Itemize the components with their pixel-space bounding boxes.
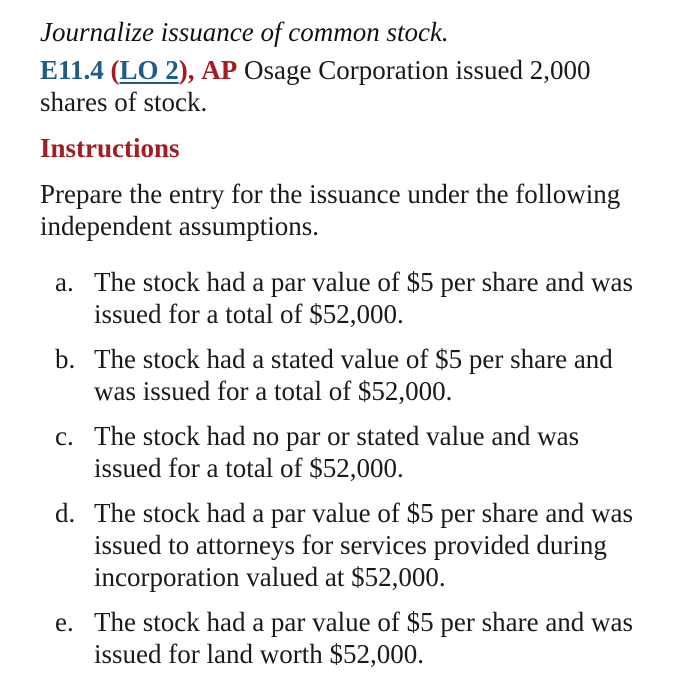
ap-tag: AP — [201, 55, 238, 85]
item-text: The stock had a par value of $5 per share and was issued for land worth $52,000. — [94, 607, 634, 669]
item-text: The stock had no par or stated value and was issued for a total of $52,000. — [94, 421, 580, 483]
item-text: The stock had a stated value of $5 per share and was issued for a total of $52,000. — [94, 344, 613, 406]
list-item — [40, 420, 650, 484]
item-letter: b. — [55, 344, 76, 374]
instructions-text: Prepare the entry for the issuance under the following independent assumptions. — [40, 179, 621, 241]
item-letter: d. — [55, 498, 76, 528]
learning-objective: Journalize issuance of common stock. — [40, 17, 449, 47]
item-letter: e. — [55, 607, 74, 637]
exercise-page — [40, 14, 650, 683]
problem-statement — [40, 54, 650, 118]
list-item — [40, 497, 650, 593]
instructions-heading: Instructions — [40, 133, 180, 163]
lo-link[interactable]: LO 2 — [119, 55, 179, 85]
list-item — [40, 343, 650, 407]
item-letter: c. — [55, 421, 74, 451]
problem-text: Osage Corporation issued 2,000 shares of stock. — [40, 55, 591, 117]
item-letter: a. — [55, 267, 74, 297]
assumption-list — [40, 266, 650, 670]
learning-objective-ref: (LO 2), — [110, 55, 195, 85]
item-text: The stock had a par value of $5 per share and was issued for a total of $52,000. — [94, 267, 634, 329]
list-item — [40, 266, 650, 330]
problem-id: E11.4 — [40, 55, 104, 85]
list-item — [40, 606, 650, 670]
item-text: The stock had a par value of $5 per share and was issued to attorneys for services provided during incorporation valued at $52,000. — [94, 498, 634, 592]
